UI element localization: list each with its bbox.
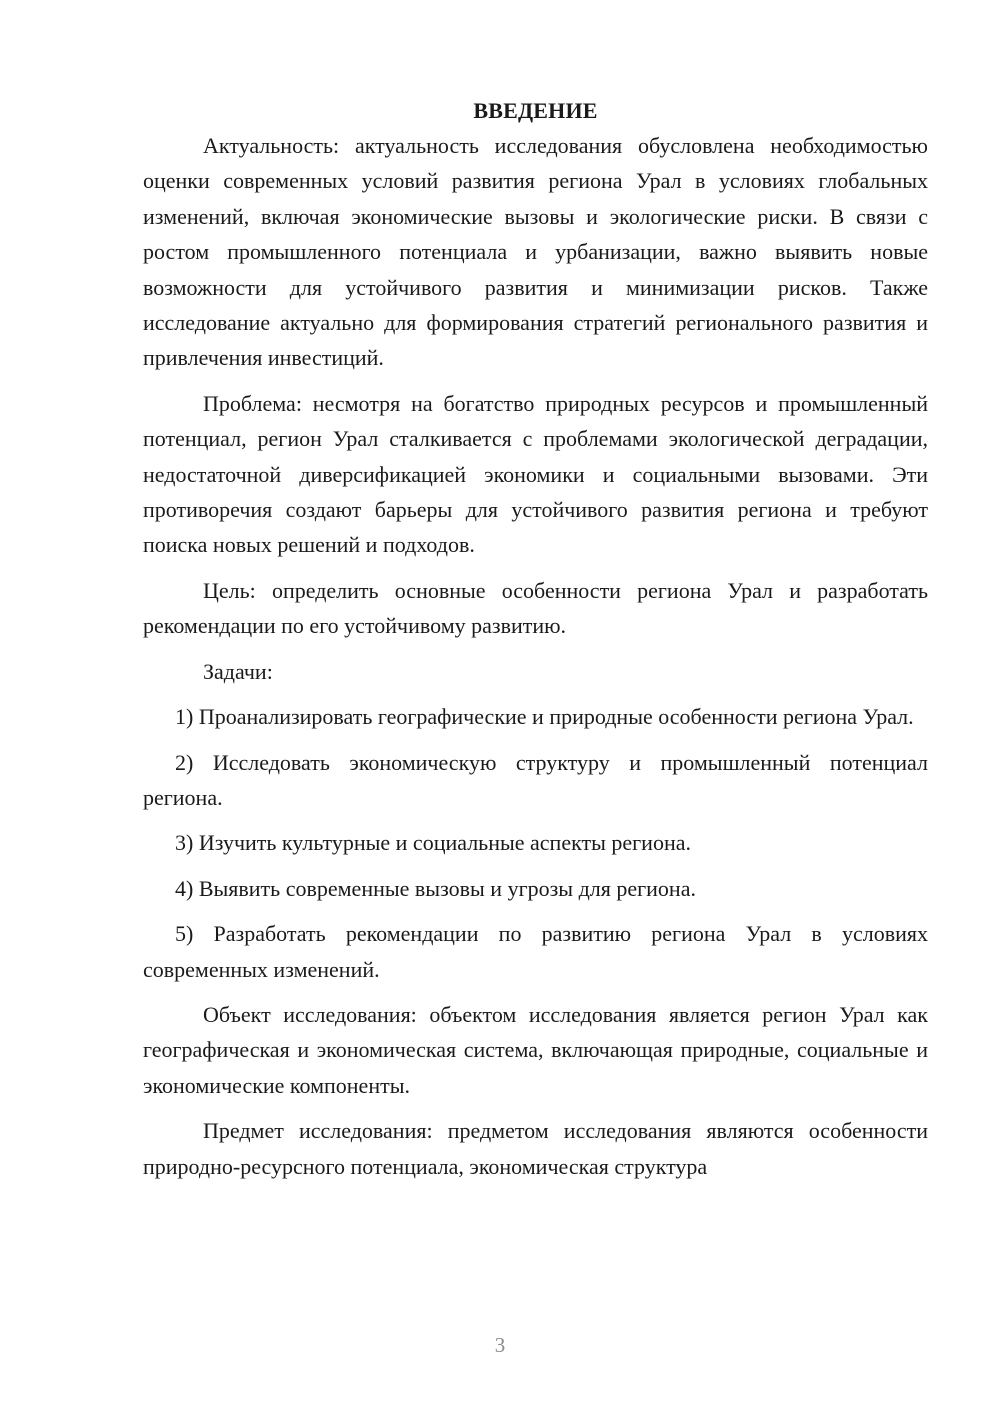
paragraph-relevance: Актуальность: актуальность исследования обусловлена необходимостью оценки современных условий развития региона Урал в условиях глобальных изменений, включая экономические вызовы и экологические риски. В связи с ростом промышленного потенциала и урбанизации, важно выявить новые возможности для устойчивого развития и минимизации рисков. Также исследование актуально для формирования стратегий регионального развития и привлечения инвестиций.: [143, 133, 928, 371]
paragraph-object: Объект исследования: объектом исследования является регион Урал как географическая и экономическая система, включающая природные, социальные и экономические компоненты.: [143, 1001, 928, 1098]
paragraph-subject: Предмет исследования: предметом исследования являются особенности природно-ресурсного потенциала, экономическая структура: [143, 1118, 928, 1179]
task-item-5: 5) Разработать рекомендации по развитию региона Урал в условиях современных изменений.: [143, 921, 928, 982]
paragraph-goal: Цель: определить основные особенности региона Урал и разработать рекомендации по его устойчивому развитию.: [143, 577, 928, 639]
task-item-2: 2) Исследовать экономическую структуру и промышленный потенциал региона.: [143, 749, 928, 810]
page-number: 3: [494, 1333, 506, 1357]
task-item-3: 3) Изучить культурные и социальные аспекты региона.: [175, 830, 691, 856]
paragraph-problem: Проблема: несмотря на богатство природных ресурсов и промышленный потенциал, регион Урал сталкивается с проблемами экологической деградации, недостаточной диверсификацией экономики и социальными вызовами. Эти противоречия создают барьеры для устойчивого развития региона и требуют поиска новых решений и подходов.: [143, 390, 928, 558]
task-item-4: 4) Выявить современные вызовы и угрозы для региона.: [175, 875, 696, 901]
tasks-heading: Задачи:: [203, 658, 273, 684]
page-content: [143, 96, 928, 1184]
task-item-1: 1) Проанализировать географические и природные особенности региона Урал.: [175, 704, 914, 730]
section-title: ВВЕДЕНИЕ: [473, 98, 598, 123]
